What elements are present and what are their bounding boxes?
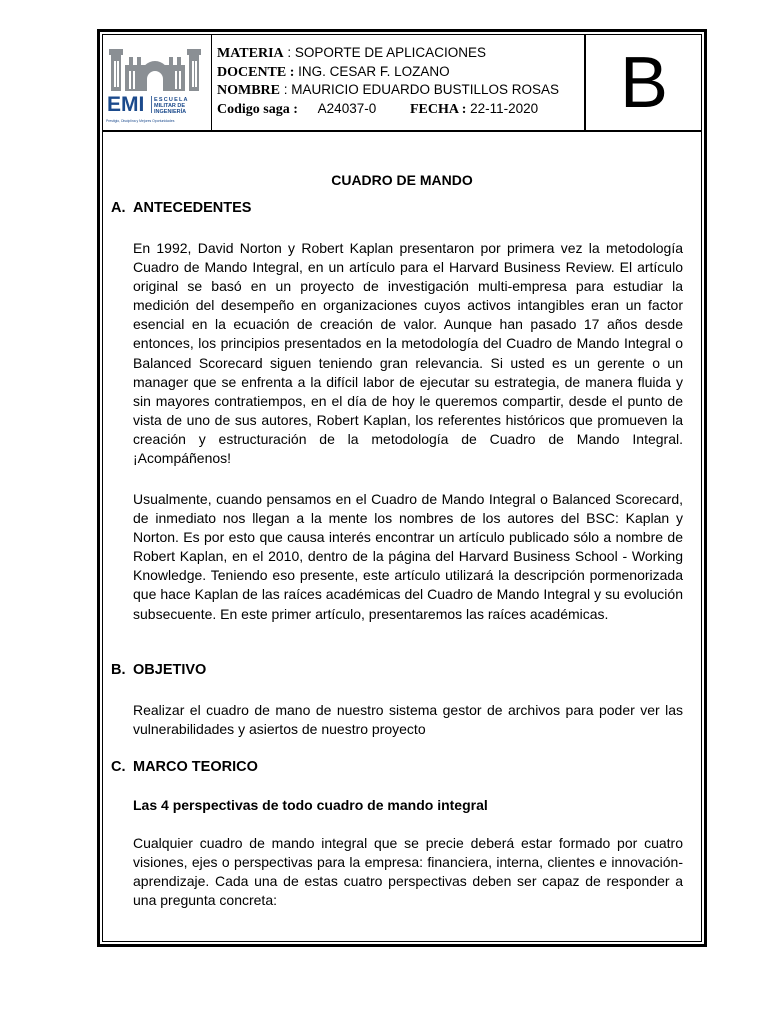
materia-line (217, 44, 584, 63)
info-cell (212, 35, 586, 130)
section-a-paragraph-1: En 1992, David Norton y Robert Kaplan presentaron por primera vez la metodología Cuadro de Mando Integral, en un artículo para el Harvard Business Review. El artículo original se basó en un proyecto de investigación multi-empresa para estudiar la medición del desempeño en organizaciones cuyos activos intangibles eran un factor esencial en la ecuación de creación de valor. Aunque han pasado 17 años desde entonces, los principios presentados en la metodología del Cuadro de Mando Integral o Balanced Scorecard siguen teniendo gran relevancia. Si usted es un gerente o un manager que se enfrenta a la difícil labor de ejecutar su estrategia, de manera fluida y sin mayores contratiempos, en el día de hoy le queremos compartir, desde el punto de vista de uno de sus autores, Robert Kaplan, los referentes históricos que promueven la creación y estructuración de la metodología de Cuadro de Mando Integral. ¡Acompáñenos! (133, 240, 683, 467)
document-body (103, 132, 701, 941)
logo-line3: INGENIERÍA (154, 109, 187, 115)
section-b-paragraph: Realizar el cuadro de mano de nuestro sistema gestor de archivos para poder ver las vulnerabilidades y asiertos de nuestro proyecto (133, 702, 683, 738)
docente-line (217, 63, 584, 82)
nombre-line (217, 81, 584, 100)
materia-label: MATERIA (217, 46, 284, 61)
logo-motto: Prestigio, Disciplina y Mejores Oportunidades (106, 119, 175, 123)
saga-label: Codigo saga : (217, 101, 298, 117)
section-c-paragraph: Cualquier cuadro de mando integral que se precie deberá estar formado por cuatro visiones, ejes o perspectivas para la empresa: financiera, interna, clientes e innovación-aprendizaje. Cada una de estas cuatro perspectivas deben ser capaz de responder a una pregunta concreta: (133, 835, 683, 909)
section-c-letter: C. (111, 759, 126, 775)
materia-value: : SOPORTE DE APLICACIONES (283, 45, 486, 60)
document-inner-border (102, 34, 702, 942)
section-a-letter: A. (111, 200, 126, 216)
section-a-heading (111, 200, 251, 216)
logo-line2: MILITAR DE (154, 103, 186, 109)
section-c-heading (111, 759, 258, 775)
header-table (103, 35, 701, 132)
fecha-value: 22-11-2020 (466, 100, 539, 116)
document-frame (97, 29, 707, 947)
saga-fecha-line (217, 100, 584, 119)
fecha-label: FECHA : (410, 101, 467, 117)
document-title: CUADRO DE MANDO (331, 172, 473, 188)
nombre-value: : MAURICIO EDUARDO BUSTILLOS ROSAS (280, 82, 560, 97)
section-a-paragraph-2: Usualmente, cuando pensamos en el Cuadro de Mando Integral o Balanced Scorecard, de inmediato nos llegan a la mente los nombres de los autores del BSC: Kaplan y Norton. Es por esto que causa interés encontrar un artículo publicado sólo a nombre de Robert Kaplan, en el 2010, dentro de la página del Harvard Business School - Working Knowledge. Teniendo eso presente, este artículo utilizará la descripción pormenorizada que hace Kaplan de las raíces académicas del Cuadro de Mando Integral y su evolución subsecuente. En este primer artículo, presentaremos las raíces académicas. (133, 491, 683, 622)
section-b-heading (111, 662, 206, 678)
logo-cell (103, 35, 212, 130)
section-b-letter: B. (111, 662, 126, 678)
saga-value: A24037-0 (317, 100, 377, 116)
section-b-title: OBJETIVO (133, 662, 207, 678)
logo-abbr: EMI (107, 93, 145, 116)
section-c-title: MARCO TEORICO (133, 759, 258, 775)
section-c-subheading: Las 4 perspectivas de todo cuadro de mando integral (133, 797, 488, 813)
logo-line1: ESCUELA (154, 97, 189, 103)
emi-logo (103, 35, 209, 128)
nombre-label: NOMBRE (217, 83, 280, 98)
docente-value: ING. CESAR F. LOZANO (294, 63, 450, 79)
grade-cell (587, 35, 701, 130)
grade-letter: B (619, 42, 669, 123)
docente-label: DOCENTE : (217, 64, 295, 80)
section-a-title: ANTECEDENTES (133, 200, 252, 216)
